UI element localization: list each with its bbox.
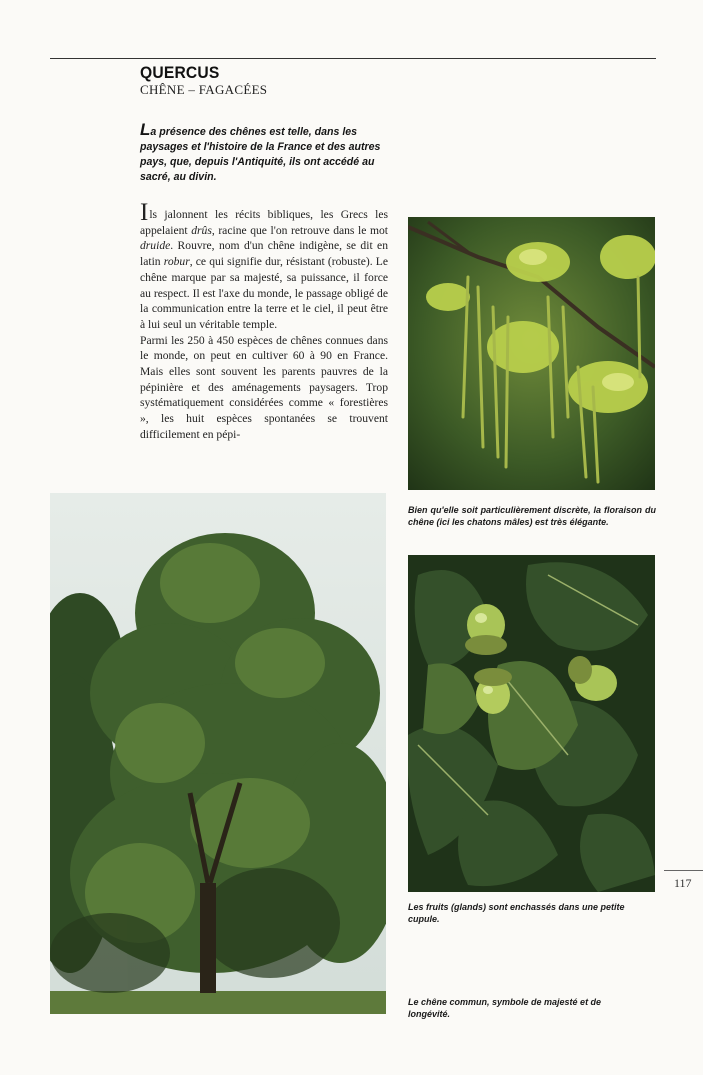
body-text-run: . Rouvre, nom d'un chêne indigène, se dit en latin [140,239,388,269]
top-rule [50,58,656,59]
body-paragraph-1 [140,199,388,333]
entry-title [140,64,267,97]
body-text-run: , racine que l'on retrouve dans le mot [211,223,388,237]
italic-term-robur: robur [163,255,190,269]
oak-tree-photo [50,493,386,1014]
catkins-caption: Bien qu'elle soit particulièrement discrète, la floraison du chêne (ici les chatons mâles) est très élégante. [408,505,656,527]
body-text-run: ls jalonnent les récits bibliques, les Grecs les appelaient [140,208,388,237]
lead-dropcap: L [140,120,151,139]
italic-term-drus: drûs [191,223,212,237]
genus-name: QUERCUS [140,63,220,82]
family-name: CHÊNE – FAGACÉES [140,82,268,97]
tree-caption: Le chêne commun, symbole de majesté et de longévité. [408,997,602,1019]
acorns-photo [408,555,655,892]
body-dropcap: I [140,199,149,226]
acorns-caption: Les fruits (glands) sont enchassés dans une petite cupule. [408,902,625,924]
page-number-rule [664,870,703,871]
lead-paragraph [140,122,390,185]
body-text [140,199,388,443]
lead-text: a présence des chênes est telle, dans les paysages et l'histoire de la France et des autres pays, que, depuis l'Antiquité, ils ont accédé au sacré, au divin. [140,126,381,183]
body-paragraph-2: Parmi les 250 à 450 espèces de chênes connues dans le monde, on peut en cultiver 60 à 90 en France. Mais elles sont souvent les parents pauvres de la pépinière et des aménagements paysagers. Trop systématiquement considérées comme « forestières », les huit espèces spontanées se trouvent difficilement en pépi- [140,333,388,441]
body-text-run: , ce qui signifie dur, résistant (robuste). Le chêne marque par sa majesté, sa puissance, il force au respect. Il est l'axe du monde, le passage obligé de la communication entre la terre et le ciel, il peut être à lui seul un véritable temple. [140,255,388,331]
page-number: 117 [674,876,692,890]
italic-term-druide: druide [140,239,171,253]
oak-catkins-photo [408,217,655,490]
